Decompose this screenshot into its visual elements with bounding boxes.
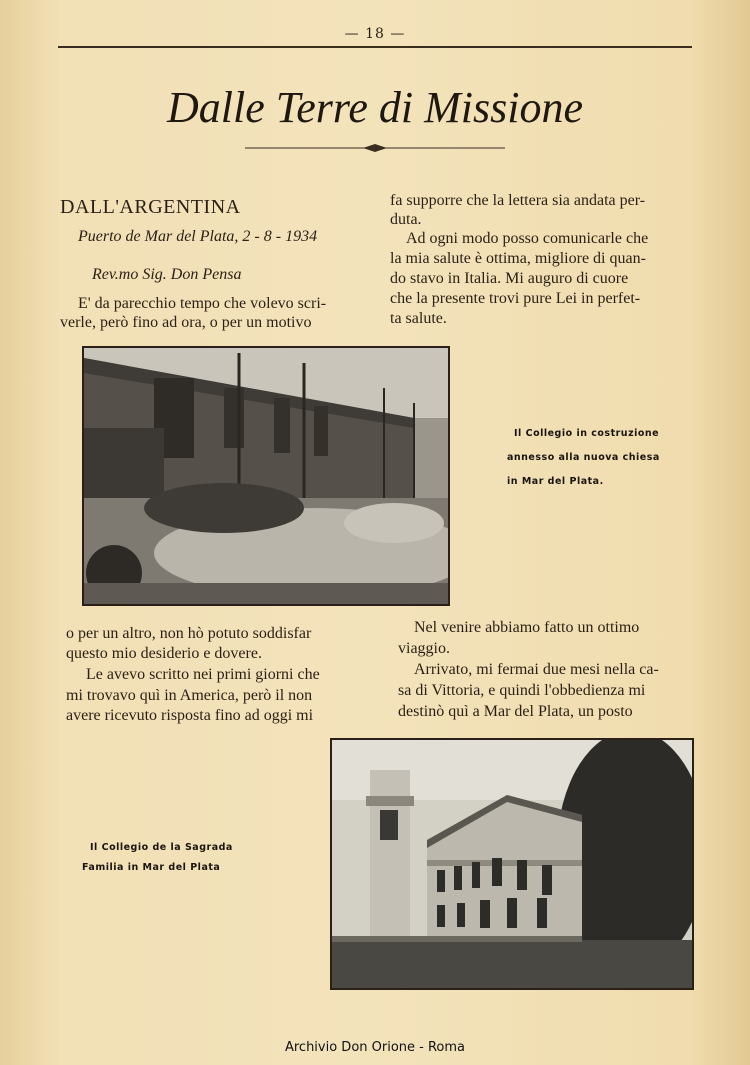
construction-photo xyxy=(82,346,450,606)
text-line: avere ricevuto risposta fino ad oggi mi xyxy=(66,707,314,724)
text-line: duta. xyxy=(390,211,422,228)
photo1-caption-line: annesso alla nuova chiesa xyxy=(507,452,660,463)
text-line: Arrivato, mi fermai due mesi nella ca- xyxy=(414,661,659,678)
text-line: Le avevo scritto nei primi giorni che xyxy=(86,666,320,683)
text-line: E' da parecchio tempo che volevo scri- xyxy=(78,295,327,312)
place-date: Puerto de Mar del Plata, 2 - 8 - 1934 xyxy=(78,228,318,245)
title-ornament xyxy=(245,143,505,153)
archive-footer: Archivio Don Orione - Roma xyxy=(284,1040,466,1055)
text-line: Nel venire abbiamo fatto un ottimo xyxy=(414,619,640,636)
page-title: Dalle Terre di Missione xyxy=(167,83,583,132)
text-line: che la presente trovi pure Lei in perfet- xyxy=(390,290,641,307)
page-number: — 18 — xyxy=(344,26,406,42)
photo1-caption-line: Il Collegio in costruzione xyxy=(514,428,660,439)
photo2-caption-line: Il Collegio de la Sagrada xyxy=(90,842,233,853)
text-line: viaggio. xyxy=(398,640,450,657)
section-heading: DALL'ARGENTINA xyxy=(60,196,241,218)
header-rule xyxy=(58,46,692,48)
college-photo-image xyxy=(332,740,692,988)
text-line: ta salute. xyxy=(390,310,447,327)
college-photo xyxy=(330,738,694,990)
salutation: Rev.mo Sig. Don Pensa xyxy=(92,266,242,283)
construction-photo-image xyxy=(84,348,448,604)
text-line: Ad ogni modo posso comunicarle che xyxy=(406,230,649,247)
text-line: la mia salute è ottima, migliore di quan- xyxy=(390,250,646,267)
photo2-caption-line: Familia in Mar del Plata xyxy=(82,862,221,873)
text-line: sa di Vittoria, e quindi l'obbedienza mi xyxy=(398,682,646,699)
photo1-caption-line: in Mar del Plata. xyxy=(507,476,604,487)
text-line: questo mio desiderio e dovere. xyxy=(66,645,262,662)
text-line: do stavo in Italia. Mi auguro di cuore xyxy=(390,270,629,287)
text-line: mi trovavo quì in America, però il non xyxy=(66,687,313,704)
text-line: fa supporre che la lettera sia andata per- xyxy=(390,192,646,209)
text-line: verle, però fino ad ora, o per un motivo xyxy=(60,314,312,331)
text-line: destinò quì a Mar del Plata, un posto xyxy=(398,703,633,720)
text-line: o per un altro, non hò potuto soddisfar xyxy=(66,625,312,642)
